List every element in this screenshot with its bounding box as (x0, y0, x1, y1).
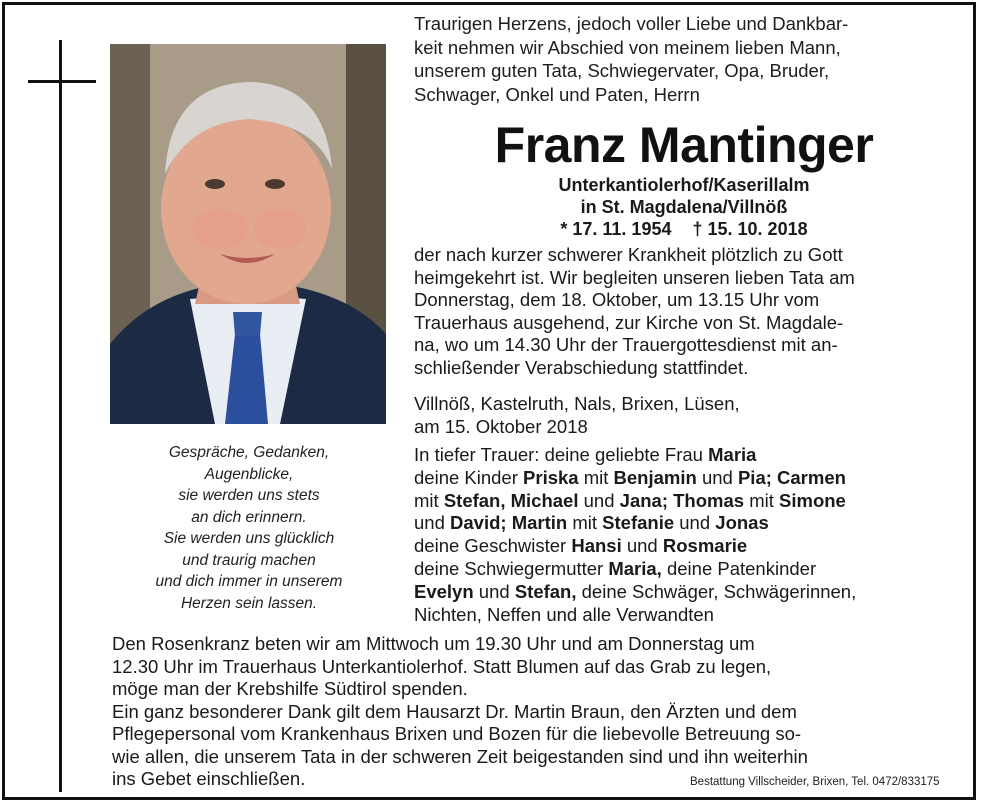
mourner-name: Hansi (571, 535, 622, 557)
intro-text (414, 12, 954, 106)
poem-line: Gespräche, Gedanken, (168, 444, 330, 461)
mourners-text: deine Patenkinder (661, 557, 817, 579)
mourners-line (414, 581, 964, 604)
mourner-name: Stefan, (514, 580, 577, 602)
footer-line: möge man der Krebshilfe Südtirol spenden. (112, 678, 468, 699)
mourners-line (414, 467, 964, 490)
mourners-text: mit (578, 466, 614, 488)
location-line: am 15. Oktober 2018 (414, 415, 588, 437)
mourners-text: deine Geschwister (414, 535, 572, 557)
rosary-and-thanks (112, 633, 957, 791)
intro-line: Schwager, Onkel und Paten, Herrn (414, 83, 700, 105)
mourners-text: mit (414, 489, 444, 511)
birth-date: * 17. 11. 1954 (560, 219, 672, 239)
footer-line: Den Rosenkranz beten wir am Mittwoch um 19.30 Uhr und am Donnerstag um (112, 633, 755, 654)
footer-line: ins Gebet einschließen. (112, 768, 306, 789)
cross-icon-vertical (59, 40, 62, 792)
intro-line: Traurigen Herzens, jedoch voller Liebe und Dankbar- (414, 13, 849, 34)
mourner-name: Simone (779, 489, 846, 511)
mourners-text: und (578, 489, 620, 511)
mourners-text: deine Kinder (414, 466, 524, 488)
poem (112, 442, 386, 614)
details-line: Donnerstag, dem 18. Oktober, um 13.15 Uhr vom (414, 289, 820, 310)
poem-line: an dich erinnern. (191, 508, 307, 526)
details-line: schließender Verabschiedung stattfindet. (414, 356, 749, 378)
mourner-name: Jonas (715, 512, 769, 534)
mourner-name: David; Martin (450, 512, 568, 534)
footer-line: Ein ganz besonderer Dank gilt dem Hausarzt Dr. Martin Braun, den Ärzten und dem (112, 700, 797, 722)
deceased-name: Franz Mantinger (494, 117, 874, 173)
residence-line: in St. Magdalena/Villnöß (580, 197, 788, 217)
poem-line: Herzen sein lassen. (180, 594, 318, 612)
mourners-text: und (414, 512, 451, 534)
poem-line: und dich immer in unserem (155, 573, 343, 590)
mourners-line (414, 444, 964, 467)
mourners-line (414, 512, 964, 535)
intro-line: keit nehmen wir Abschied von meinem lieben Mann, (414, 36, 841, 58)
funeral-details (414, 244, 954, 379)
mourners-text: deine Schwäger, Schwägerinnen, (576, 580, 857, 602)
mourner-name: Maria (708, 444, 757, 465)
location-line: Villnöß, Kastelruth, Nals, Brixen, Lüsen, (414, 393, 740, 414)
details-line: heimgekehrt ist. Wir begleiten unseren lieben Tata am (414, 266, 855, 288)
mourners-text: und (621, 535, 663, 557)
mourner-name: Benjamin (613, 466, 697, 488)
poem-line: sie werden uns stets (178, 487, 320, 504)
place-and-date (414, 393, 954, 438)
poem-line: Sie werden uns glücklich (163, 530, 335, 547)
mourner-name: Maria, (608, 557, 662, 579)
details-line: Trauerhaus ausgehend, zur Kirche von St. Magdale- (414, 311, 844, 333)
mourners-text: mit (744, 489, 780, 511)
mourner-name: Rosmarie (662, 535, 748, 557)
mourner-name: Pia; Carmen (737, 466, 846, 488)
mourner-name: Evelyn (414, 580, 474, 602)
life-dates (414, 218, 954, 240)
mourner-name: Stefanie (602, 512, 675, 534)
mourners-line (414, 535, 964, 558)
mourners-list (414, 444, 964, 626)
funeral-home-credit: Bestattung Villscheider, Brixen, Tel. 0472/833175 (690, 776, 940, 788)
cross-icon-horizontal (28, 80, 96, 83)
death-date: † 15. 10. 2018 (692, 219, 808, 239)
mourners-line: Nichten, Neffen und alle Verwandten (414, 603, 714, 625)
mourners-text: und (674, 512, 716, 534)
mourners-text: mit (567, 512, 603, 534)
details-line: na, wo um 14.30 Uhr der Trauergottesdienst mit an- (414, 334, 838, 355)
footer-line: wie allen, die unserem Tata in der schweren Zeit beigestanden sind und ihn weiterhin (112, 745, 808, 767)
details-line: der nach kurzer schwerer Krankheit plötzlich zu Gott (414, 244, 843, 265)
residence-line: Unterkantiolerhof/Kaserillalm (558, 175, 810, 195)
poem-line: und traurig machen (182, 551, 316, 569)
mourners-text: und (696, 466, 738, 488)
mourners-text: In tiefer Trauer: deine geliebte Frau (414, 444, 709, 465)
mourner-name: Stefan, Michael (443, 489, 579, 511)
residence (414, 174, 954, 218)
poem-line: Augenblicke, (204, 465, 294, 483)
mourners-line (414, 558, 964, 581)
intro-line: unserem guten Tata, Schwiegervater, Opa, Bruder, (414, 60, 830, 81)
portrait-photo (110, 44, 386, 424)
mourner-name: Priska (523, 466, 579, 488)
footer-line: Pflegepersonal vom Krankenhaus Brixen und Bozen für die liebevolle Betreuung so- (112, 723, 802, 744)
footer-line: 12.30 Uhr im Trauerhaus Unterkantiolerhof. Statt Blumen auf das Grab zu legen, (112, 655, 772, 677)
mourners-text: und (473, 580, 515, 602)
mourners-text: deine Schwiegermutter (414, 557, 609, 579)
mourners-line (414, 490, 964, 513)
mourner-name: Jana; Thomas (619, 489, 745, 511)
